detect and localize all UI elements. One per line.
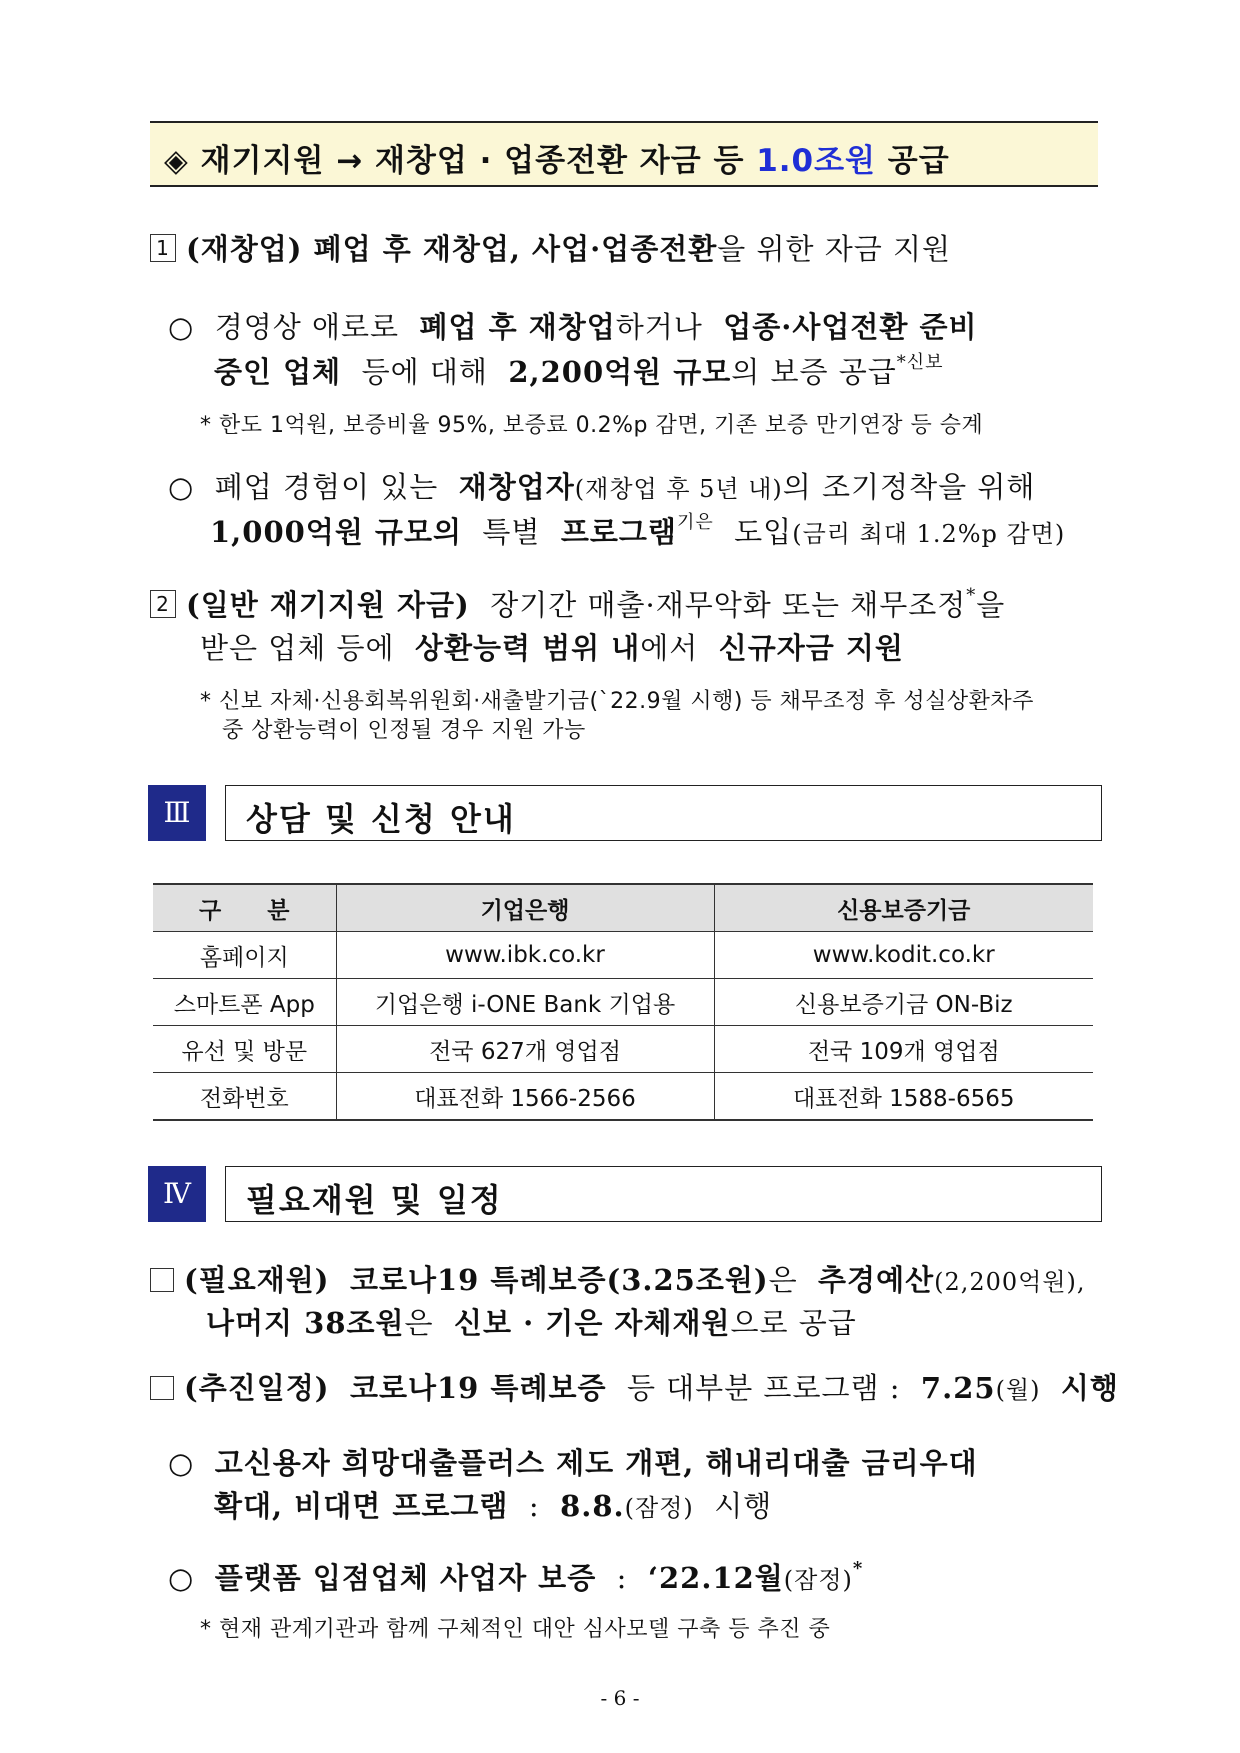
table-cell: 대표전화 1588-6565 [714,1073,1093,1121]
item1-note-a: * 한도 1억원, 보증비율 95%, 보증료 0.2%p 감면, 기존 보증 만기연장 등 승계 [200,413,984,438]
funding-line2: 나머지 38조원은 신보 · 기은 자체재원으로 공급 [206,1306,857,1340]
contact-table [153,883,1093,1121]
item1-bullet-a-line1: ○ 경영상 애로로 폐업 후 재창업하거나 업종·사업전환 준비 [168,310,978,344]
table-cell: 전국 109개 영업점 [714,1026,1093,1073]
schedule-bullet-b: ○ 플랫폼 입점업체 사업자 보증 : ‘22.12월(잠정)* [168,1558,864,1595]
table-cell: 유선 및 방문 [153,1026,336,1073]
section4-title: 필요재원 및 일정 [246,1181,503,1219]
schedule-bullet-a-line2: 확대, 비대면 프로그램 : 8.8.(잠정) 시행 [214,1489,773,1523]
table-header-ibk: 기업은행 [336,884,714,932]
checkbox-icon [150,1268,174,1292]
item1-bullet-b-line2: 1,000억원 규모의 특별 프로그램$^{기은}$ 도입(금리 최대 1.2%p 감면) [210,512,1066,549]
item2-note-line1: * 신보 자체·신용회복위원회·새출발기금(`22.9월 시행) 등 채무조정 후 성실상환차주 [200,689,1034,714]
schedule-line1: (추진일정) 코로나19 특례보증 등 대부분 프로그램 : 7.25(월) 시행 [150,1366,1119,1407]
section4-title-box [225,1166,1102,1222]
table-cell: 기업은행 i-ONE Bank 기업용 [336,979,714,1026]
table-header-kodit: 신용보증기금 [714,884,1093,932]
table-row [153,1026,1093,1073]
table-cell: 전국 627개 영업점 [336,1026,714,1073]
table-row [153,979,1093,1026]
item2-heading-line1: 2 (일반 재기지원 자금) 장기간 매출·재무악화 또는 채무조정*을 [150,583,1005,624]
table-row [153,1073,1093,1121]
item-number-box: 1 [150,234,176,262]
table-cell: 스마트폰 App [153,979,336,1026]
bullet-icon: ○ [168,1561,195,1595]
item1-bullet-a-line2: 중인 업체 등에 대해 2,200억원 규모의 보증 공급$^{*신보}$ [214,352,944,389]
banner-amount: 1.0조원 [756,143,876,179]
funding-line1: (필요재원) 코로나19 특례보증(3.25조원)은 추경예산(2,200억원), [150,1258,1086,1299]
item-number-box: 2 [150,590,176,618]
schedule-bullet-a-line1: ○ 고신용자 희망대출플러스 제도 개편, 해내리대출 금리우대 [168,1446,978,1480]
page-number: - 6 - [600,1686,640,1710]
item2-note-line2: 중 상환능력이 인정될 경우 지원 가능 [222,718,586,743]
bullet-icon: ○ [168,470,195,504]
checkbox-icon [150,1376,174,1400]
ibk-homepage-link[interactable]: www.ibk.co.kr [336,932,714,979]
headline-banner [150,121,1098,187]
table-cell: 홈페이지 [153,932,336,979]
schedule-note: * 현재 관계기관과 함께 구체적인 대안 심사모델 구축 등 추진 중 [200,1617,831,1642]
table-row [153,932,1093,979]
table-header-row [153,884,1093,932]
banner-text: ◈ 재기지원 → 재창업 · 업종전환 자금 등 1.0조원 공급 [164,143,950,179]
table-cell: 전화번호 [153,1073,336,1121]
item1-bullet-b-line1: ○ 폐업 경험이 있는 재창업자(재창업 후 5년 내)의 조기정착을 위해 [168,470,1036,504]
diamond-icon: ◈ [164,143,189,179]
bullet-icon: ○ [168,310,195,344]
table-header-category: 구 분 [153,884,336,932]
item2-heading-line2: 받은 업체 등에 상환능력 범위 내에서 신규자금 지원 [200,631,904,665]
kodit-homepage-link[interactable]: www.kodit.co.kr [714,932,1093,979]
section3-title: 상담 및 신청 안내 [246,800,516,838]
section4-number: Ⅳ [148,1166,206,1222]
table-cell: 신용보증기금 ON-Biz [714,979,1093,1026]
section3-title-box [225,785,1102,841]
item1-heading: 1 (재창업) 폐업 후 재창업, 사업·업종전환을 위한 자금 지원 [150,227,951,268]
table-cell: 대표전화 1566-2566 [336,1073,714,1121]
section3-number: Ⅲ [148,785,206,841]
bullet-icon: ○ [168,1446,195,1480]
